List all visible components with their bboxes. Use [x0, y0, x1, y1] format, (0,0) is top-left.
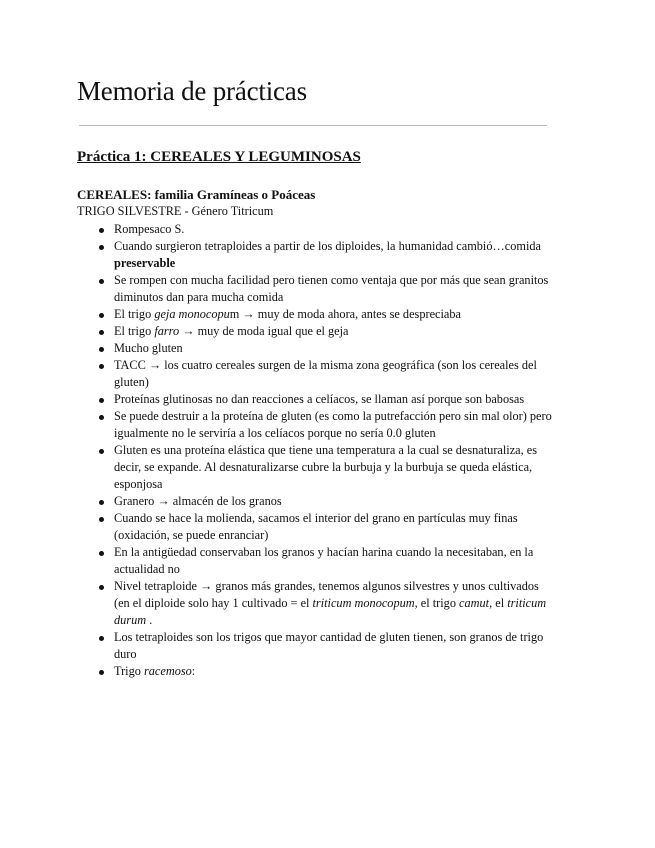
list-item: Mucho gluten: [77, 340, 557, 357]
list-item: Cuando se hace la molienda, sacamos el interior del grano en partículas muy finas (oxidación, se puede enranciar): [77, 510, 557, 544]
list-item: En la antigüedad conservaban los granos y hacían harina cuando la necesitaban, en la actualidad no: [77, 544, 557, 578]
bullet-icon: [99, 585, 104, 590]
list-item: Proteínas glutinosas no dan reacciones a celíacos, se llaman así porque son babosas: [77, 391, 557, 408]
bullet-icon: [99, 279, 104, 284]
bullet-list: [77, 221, 557, 680]
intro-line: TRIGO SILVESTRE - Género Titricum: [77, 204, 274, 218]
bullet-icon: [99, 670, 104, 675]
list-item: Rompesaco S.: [77, 221, 557, 238]
list-item: El trigo geja monocopum → muy de moda ahora, antes se despreciaba: [77, 306, 557, 323]
bullet-icon: [99, 347, 104, 352]
list-item: Trigo racemoso:: [77, 663, 557, 680]
bullet-icon: [99, 228, 104, 233]
bullet-icon: [99, 551, 104, 556]
list-item: Cuando surgieron tetraploides a partir de los diploides, la humanidad cambió…comida preservable: [77, 238, 557, 272]
list-item: Se puede destruir a la proteína de gluten (es como la putrefacción pero sin mal olor) pero igualmente no le serviría a los celíacos porque no sería 0.0 gluten: [77, 408, 557, 442]
list-item: El trigo farro → muy de moda igual que el geja: [77, 323, 557, 340]
bullet-icon: [99, 449, 104, 454]
list-item: TACC → los cuatro cereales surgen de la misma zona geográfica (son los cereales del gluten): [77, 357, 557, 391]
bullet-icon: [99, 398, 104, 403]
list-item: Gluten es una proteína elástica que tiene una temperatura a la cual se desnaturaliza, es decir, se expande. Al desnaturalizarse cubre la burbuja y la burbuja se queda elástica, esponjosa: [77, 442, 557, 493]
bullet-icon: [99, 500, 104, 505]
list-item: Granero → almacén de los granos: [77, 493, 557, 510]
bullet-icon: [99, 245, 104, 250]
bullet-icon: [99, 364, 104, 369]
bullet-icon: [99, 330, 104, 335]
bullet-icon: [99, 517, 104, 522]
document-title: Memoria de prácticas: [77, 76, 307, 106]
sub-heading: CEREALES: familia Gramíneas o Poáceas: [77, 187, 316, 202]
list-item: Se rompen con mucha facilidad pero tienen como ventaja que por más que sean granitos diminutos dan para mucha comida: [77, 272, 557, 306]
bullet-icon: [99, 636, 104, 641]
bullet-icon: [99, 313, 104, 318]
list-item: Los tetraploides son los trigos que mayor cantidad de gluten tienen, son granos de trigo duro: [77, 629, 557, 663]
list-item: Nivel tetraploide → granos más grandes, tenemos algunos silvestres y unos cultivados (en el diploide solo hay 1 cultivado = el triticum monocopum, el trigo camut, el triticum durum .: [77, 578, 557, 629]
horizontal-rule: [79, 125, 547, 126]
bullet-icon: [99, 415, 104, 420]
section-title: Práctica 1: CEREALES Y LEGUMINOSAS: [77, 149, 361, 165]
